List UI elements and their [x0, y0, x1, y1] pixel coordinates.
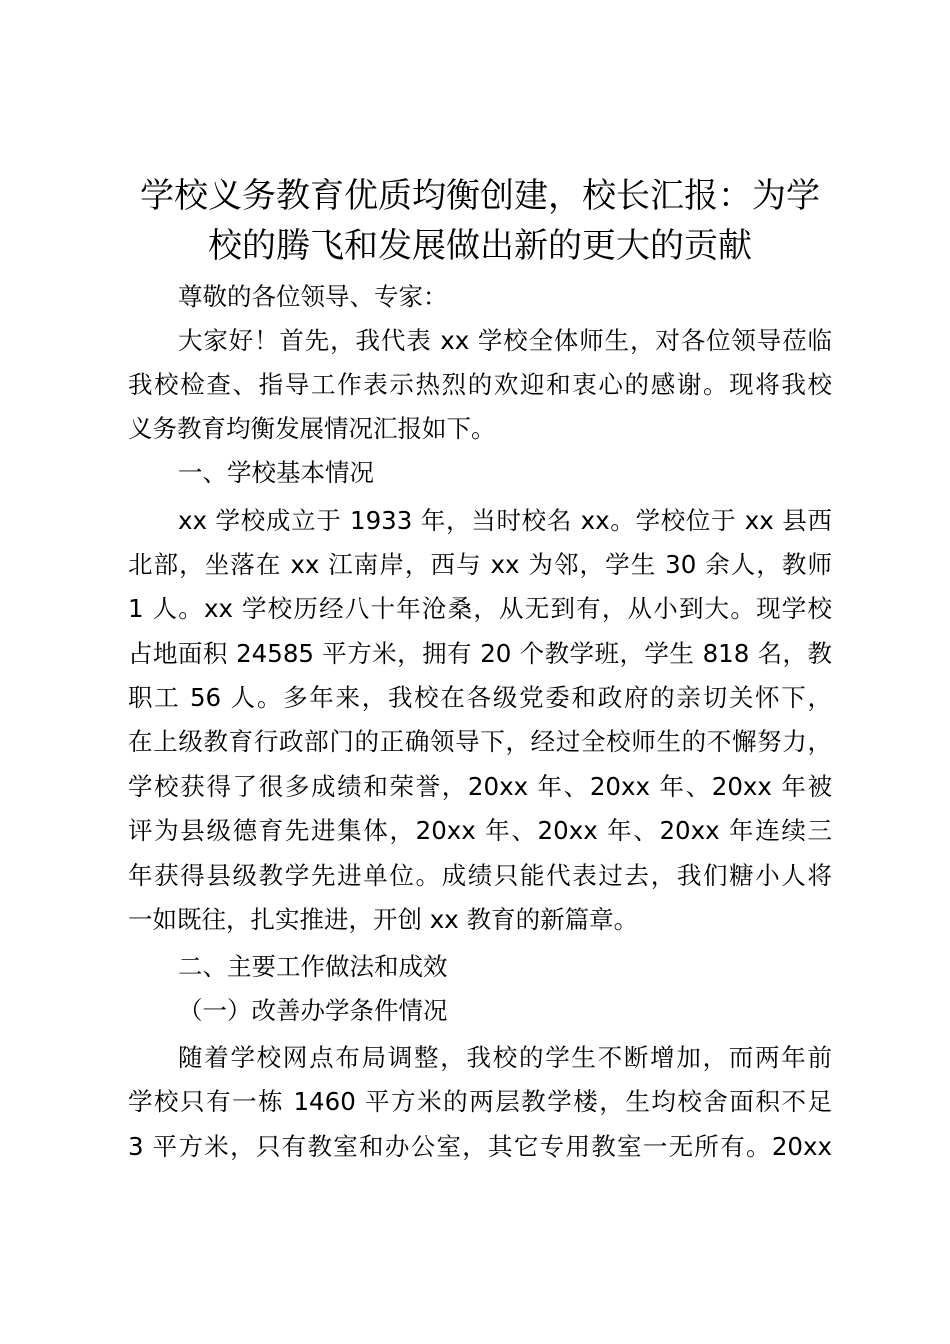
subsection-heading: （一）改善办学条件情况: [178, 996, 448, 1025]
paragraph-line: 我校检查、指导工作表示热烈的欢迎和衷心的感谢。现将我校: [128, 370, 832, 399]
paragraph-line: 评为县级德育先进集体，20xx 年、20xx 年、20xx 年连续三: [128, 816, 832, 845]
paragraph-line: 在上级教育行政部门的正确领导下，经过全校师生的不懈努力，: [128, 727, 832, 756]
title-line: 学校义务教育优质均衡创建，校长汇报：为学: [140, 176, 820, 216]
section-heading: 二、主要工作做法和成效: [178, 952, 448, 981]
paragraph-line: 占地面积 24585 平方米，拥有 20 个教学班，学生 818 名，教: [128, 639, 832, 668]
paragraph-line: 3 平方米，只有教室和办公室，其它专用教室一无所有。20xx: [128, 1132, 832, 1161]
paragraph-line: 一如既往，扎实推进，开创 xx 教育的新篇章。: [128, 905, 639, 934]
paragraph-line: 学校获得了很多成绩和荣誉，20xx 年、20xx 年、20xx 年被: [128, 772, 832, 801]
title-line: 校的腾飞和发展做出新的更大的贡献: [208, 226, 752, 266]
paragraph-line: 职工 56 人。多年来，我校在各级党委和政府的亲切关怀下，: [128, 683, 832, 712]
salutation: 尊敬的各位领导、专家：: [178, 282, 448, 311]
paragraph-line: 1 人。xx 学校历经八十年沧桑，从无到有，从小到大。现学校: [128, 594, 832, 623]
paragraph-line: 学校只有一栋 1460 平方米的两层教学楼，生均校舍面积不足: [128, 1087, 832, 1116]
section-heading: 一、学校基本情况: [178, 458, 374, 487]
paragraph-line: 随着学校网点布局调整，我校的学生不断增加，而两年前: [178, 1043, 832, 1072]
paragraph-line: 义务教育均衡发展情况汇报如下。: [128, 414, 496, 443]
paragraph-line: xx 学校成立于 1933 年，当时校名 xx。学校位于 xx 县西: [178, 506, 832, 535]
paragraph-line: 北部，坐落在 xx 江南岸，西与 xx 为邻，学生 30 余人，教师: [128, 550, 832, 579]
paragraph-line: 大家好！首先，我代表 xx 学校全体师生，对各位领导莅临: [178, 326, 832, 355]
paragraph-line: 年获得县级教学先进单位。成绩只能代表过去，我们糖小人将: [128, 861, 832, 890]
